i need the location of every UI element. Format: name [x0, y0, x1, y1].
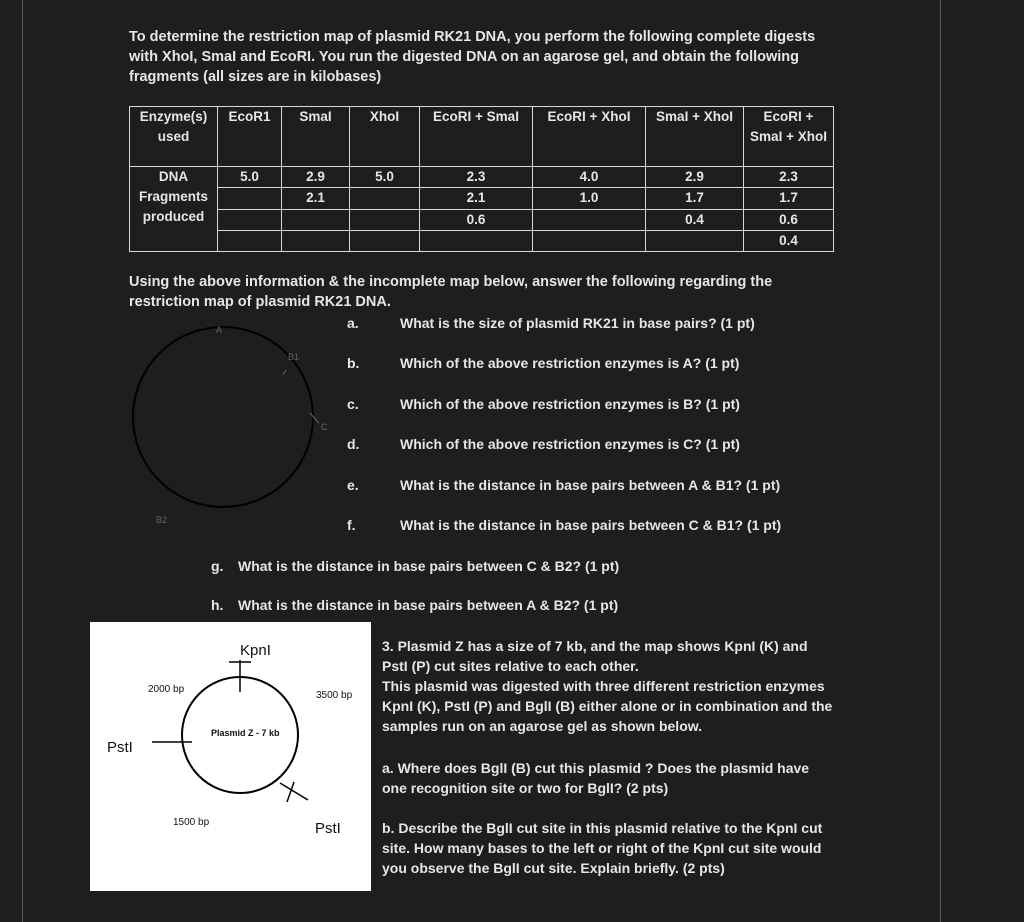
intro-line: To determine the restriction map of plasmid RK21 DNA, you perform the following complete digests — [129, 29, 816, 45]
q3a-line: a. Where does BglI (B) cut this plasmid ? Does the plasmid have — [382, 760, 810, 776]
site-c-label: C — [321, 422, 328, 432]
q3-line: 3. Plasmid Z has a size of 7 kb, and the map shows KpnI (K) and — [382, 638, 808, 654]
site-a-label: A — [216, 325, 223, 335]
rk21-plasmid-circle — [133, 327, 313, 507]
question-letter: g. — [211, 558, 224, 574]
site-b1-label: B1 — [288, 352, 300, 362]
header-cell: EcoRI + SmaI — [420, 107, 533, 167]
table-cell — [218, 230, 282, 251]
table-cell: 0.6 — [744, 209, 834, 230]
using-paragraph — [129, 272, 772, 312]
table-cell: 0.4 — [646, 209, 744, 230]
question-letter: b. — [347, 355, 360, 371]
table-row — [130, 167, 834, 188]
table-cell — [282, 230, 350, 251]
table-cell — [350, 209, 420, 230]
table-cell: 2.3 — [420, 167, 533, 188]
table-cell: 0.6 — [420, 209, 533, 230]
table-cell: 4.0 — [533, 167, 646, 188]
psti-right-cut-bar — [287, 782, 294, 802]
table-cell — [350, 188, 420, 209]
table-cell — [350, 230, 420, 251]
q3-line: This plasmid was digested with three different restriction enzymes — [382, 678, 825, 694]
question-letter: f. — [347, 517, 356, 533]
table-cell: 0.4 — [744, 230, 834, 251]
table-cell: 5.0 — [350, 167, 420, 188]
psti-right-label: PstI — [315, 820, 341, 837]
question-text: What is the size of plasmid RK21 in base pairs? (1 pt) — [400, 315, 755, 331]
table-cell — [533, 230, 646, 251]
header-cell: SmaI + XhoI — [646, 107, 744, 167]
intro-paragraph — [129, 27, 815, 87]
table-cell: 1.7 — [646, 188, 744, 209]
question-letter: h. — [211, 597, 224, 613]
question-letter: e. — [347, 477, 359, 493]
question-letter: c. — [347, 396, 359, 412]
plasmid-z-center-label: Plasmid Z - 7 kb — [211, 728, 280, 738]
rk21-map — [120, 320, 335, 530]
q3b-line: you observe the BglI cut site. Explain briefly. (2 pts) — [382, 860, 725, 876]
question-text: Which of the above restriction enzymes is B? (1 pt) — [400, 396, 740, 412]
fragment-table — [129, 106, 834, 252]
intro-line: fragments (all sizes are in kilobases) — [129, 69, 382, 85]
table-cell: 5.0 — [218, 167, 282, 188]
table-cell — [218, 209, 282, 230]
table-cell: 2.9 — [646, 167, 744, 188]
table-cell — [533, 209, 646, 230]
table-cell: 2.1 — [420, 188, 533, 209]
table-cell: 2.3 — [744, 167, 834, 188]
site-c-tick — [310, 413, 319, 423]
kpni-label: KpnI — [240, 642, 271, 659]
q3b-line: b. Describe the BglI cut site in this plasmid relative to the KpnI cut — [382, 820, 823, 836]
question-3-text — [382, 636, 832, 736]
question-text: Which of the above restriction enzymes is A? (1 pt) — [400, 355, 740, 371]
q3b-line: site. How many bases to the left or right of the KpnI cut site would — [382, 840, 822, 856]
question-letter: a. — [347, 315, 359, 331]
plasmid-z-figure — [90, 622, 371, 891]
table-row — [130, 209, 834, 230]
q3-line: KpnI (K), PstI (P) and BglI (B) either alone or in combination and the — [382, 698, 833, 714]
header-cell: SmaI — [282, 107, 350, 167]
header-cell: EcoR1 — [218, 107, 282, 167]
table-row — [130, 230, 834, 251]
using-line: Using the above information & the incomplete map below, answer the following regarding the — [129, 274, 773, 290]
psti-right-cut-line — [280, 783, 308, 800]
using-line: restriction map of plasmid RK21 DNA. — [129, 294, 391, 310]
q3-line: samples run on an agarose gel as shown below. — [382, 718, 703, 734]
row-label-cell: DNA Fragments produced — [130, 167, 218, 252]
table-cell: 1.7 — [744, 188, 834, 209]
table-cell — [282, 209, 350, 230]
question-3b-text — [382, 818, 822, 878]
left-page-edge — [22, 0, 23, 922]
site-b1-tick — [283, 370, 286, 375]
header-cell: EcoRI + XhoI — [533, 107, 646, 167]
table-cell: 2.9 — [282, 167, 350, 188]
psti-left-label: PstI — [107, 739, 133, 756]
question-letter: d. — [347, 436, 360, 452]
table-cell — [218, 188, 282, 209]
question-text: Which of the above restriction enzymes is C? (1 pt) — [400, 436, 740, 452]
table-header-row — [130, 107, 834, 167]
intro-line: with XhoI, SmaI and EcoRI. You run the digested DNA on an agarose gel, and obtain the following — [129, 49, 800, 65]
question-text: What is the distance in base pairs between A & B2? (1 pt) — [238, 597, 619, 613]
plasmid-z-map — [90, 622, 371, 891]
question-text: What is the distance in base pairs between C & B1? (1 pt) — [400, 517, 782, 533]
bp-1500-label: 1500 bp — [173, 817, 210, 828]
header-cell: XhoI — [350, 107, 420, 167]
question-text: What is the distance in base pairs between C & B2? (1 pt) — [238, 558, 620, 574]
question-text: What is the distance in base pairs between A & B1? (1 pt) — [400, 477, 781, 493]
bp-2000-label: 2000 bp — [148, 684, 185, 695]
right-page-edge — [940, 0, 941, 922]
header-cell: Enzyme(s) used — [130, 107, 218, 167]
table-cell — [646, 230, 744, 251]
table-cell — [420, 230, 533, 251]
question-3a-text — [382, 758, 809, 798]
q3-line: PstI (P) cut sites relative to each other. — [382, 658, 639, 674]
table-cell: 1.0 — [533, 188, 646, 209]
site-b2-label: B2 — [156, 515, 168, 525]
table-row — [130, 188, 834, 209]
bp-3500-label: 3500 bp — [316, 690, 353, 701]
header-cell: EcoRI + SmaI + XhoI — [744, 107, 834, 167]
table-cell: 2.1 — [282, 188, 350, 209]
q3a-line: one recognition site or two for BglI? (2 pts) — [382, 780, 669, 796]
